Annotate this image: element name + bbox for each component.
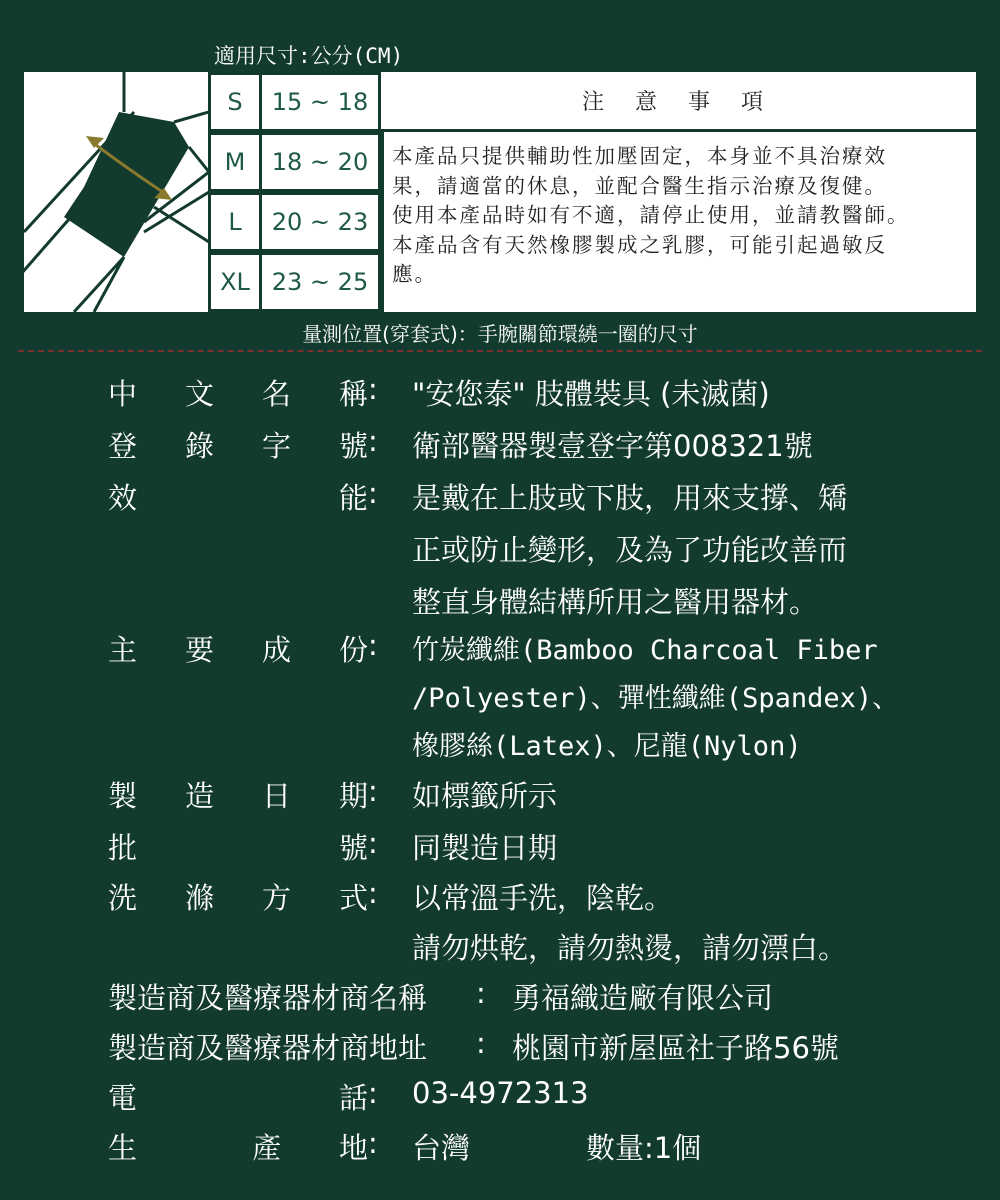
notice-title: 注 意 事 項 bbox=[381, 72, 976, 132]
spec-value: 是戴在上肢或下肢，用來支撐、矯 bbox=[412, 481, 848, 515]
spec-label: 製造商及醫療器材商名稱 bbox=[108, 981, 428, 1015]
size-row-s bbox=[208, 72, 381, 132]
size-label: L bbox=[211, 195, 262, 249]
colon: : bbox=[368, 424, 378, 458]
spec-value: 請勿烘乾，請勿熱燙，請勿漂白。 bbox=[412, 931, 848, 965]
notice-body bbox=[381, 132, 976, 312]
size-label: S bbox=[211, 75, 262, 129]
spec-value: 桃園市新屋區社子路56號 bbox=[512, 1031, 839, 1065]
colon: : bbox=[368, 876, 378, 910]
size-range: 23 ~ 25 bbox=[271, 268, 369, 296]
spec-label: 電 話 bbox=[108, 1081, 368, 1115]
spec-label: 製造商及醫療器材商地址 bbox=[108, 1031, 428, 1065]
size-row-m bbox=[208, 132, 381, 192]
spec-value: "安您泰" 肢體裝具 (未滅菌) bbox=[412, 377, 770, 411]
spec-label: 中 文 名 稱 bbox=[108, 377, 368, 411]
spec-label: 生 產 地 bbox=[108, 1131, 368, 1165]
notice-line: 本產品含有天然橡膠製成之乳膠，可能引起過敏反 bbox=[392, 232, 887, 257]
size-label: XL bbox=[211, 255, 262, 309]
colon: : bbox=[476, 1026, 486, 1060]
size-range: 18 ~ 20 bbox=[271, 148, 369, 176]
colon: : bbox=[368, 372, 378, 406]
colon: : bbox=[368, 1076, 378, 1110]
spec-label: 批 號 bbox=[108, 831, 368, 865]
colon: : bbox=[368, 826, 378, 860]
spec-value: 整直身體結構所用之醫用器材。 bbox=[412, 585, 819, 619]
spec-value: 橡膠絲(Latex)、尼龍(Nylon) bbox=[412, 731, 802, 762]
spec-label: 效 能 bbox=[108, 481, 368, 515]
spec-label: 製 造 日 期 bbox=[108, 779, 368, 813]
colon: : bbox=[368, 476, 378, 510]
size-label: M bbox=[211, 135, 262, 189]
notice-line: 使用本產品時如有不適，請停止使用，並請教醫師。 bbox=[392, 203, 910, 227]
spec-label: 洗 滌 方 式 bbox=[108, 881, 368, 915]
spec-label: 主 要 成 份 bbox=[108, 633, 368, 667]
colon: : bbox=[368, 774, 378, 808]
spec-value: 正或防止變形，及為了功能改善而 bbox=[412, 533, 848, 567]
spec-value: 台灣 bbox=[412, 1131, 471, 1165]
wrist-brace-illustration bbox=[24, 72, 209, 312]
size-row-l bbox=[208, 192, 381, 252]
spec-value: 以常溫手洗，陰乾。 bbox=[412, 881, 674, 915]
size-chart-panel bbox=[24, 72, 976, 312]
colon: : bbox=[368, 628, 378, 662]
spec-value: 如標籤所示 bbox=[412, 779, 558, 813]
size-chart-title: 適用尺寸:公分(CM) bbox=[214, 44, 404, 68]
notice-line: 應。 bbox=[392, 262, 437, 286]
size-range: 20 ~ 23 bbox=[271, 208, 369, 236]
notice-line: 果，請適當的休息，並配合醫生指示治療及復健。 bbox=[392, 173, 887, 198]
size-range: 15 ~ 18 bbox=[271, 88, 369, 116]
notice-line: 本產品只提供輔助性加壓固定，本身並不具治療效 bbox=[392, 144, 887, 168]
spec-value: 勇福織造廠有限公司 bbox=[512, 981, 774, 1015]
quantity-label: 數量:1個 bbox=[586, 1131, 702, 1165]
spec-value: /Polyester)、彈性纖維(Spandex)、 bbox=[412, 683, 900, 714]
size-row-xl bbox=[208, 252, 381, 312]
spec-value: 03-4972313 bbox=[412, 1076, 589, 1110]
dashed-divider bbox=[18, 350, 982, 352]
spec-value: 竹炭纖維(Bamboo Charcoal Fiber bbox=[412, 635, 878, 666]
colon: : bbox=[368, 1126, 378, 1160]
spec-value: 衛部醫器製壹登字第008321號 bbox=[412, 429, 813, 463]
spec-label: 登 錄 字 號 bbox=[108, 429, 368, 463]
spec-value: 同製造日期 bbox=[412, 831, 558, 865]
measure-note: 量測位置(穿套式)：手腕關節環繞一圈的尺寸 bbox=[302, 322, 698, 346]
colon: : bbox=[476, 976, 486, 1010]
